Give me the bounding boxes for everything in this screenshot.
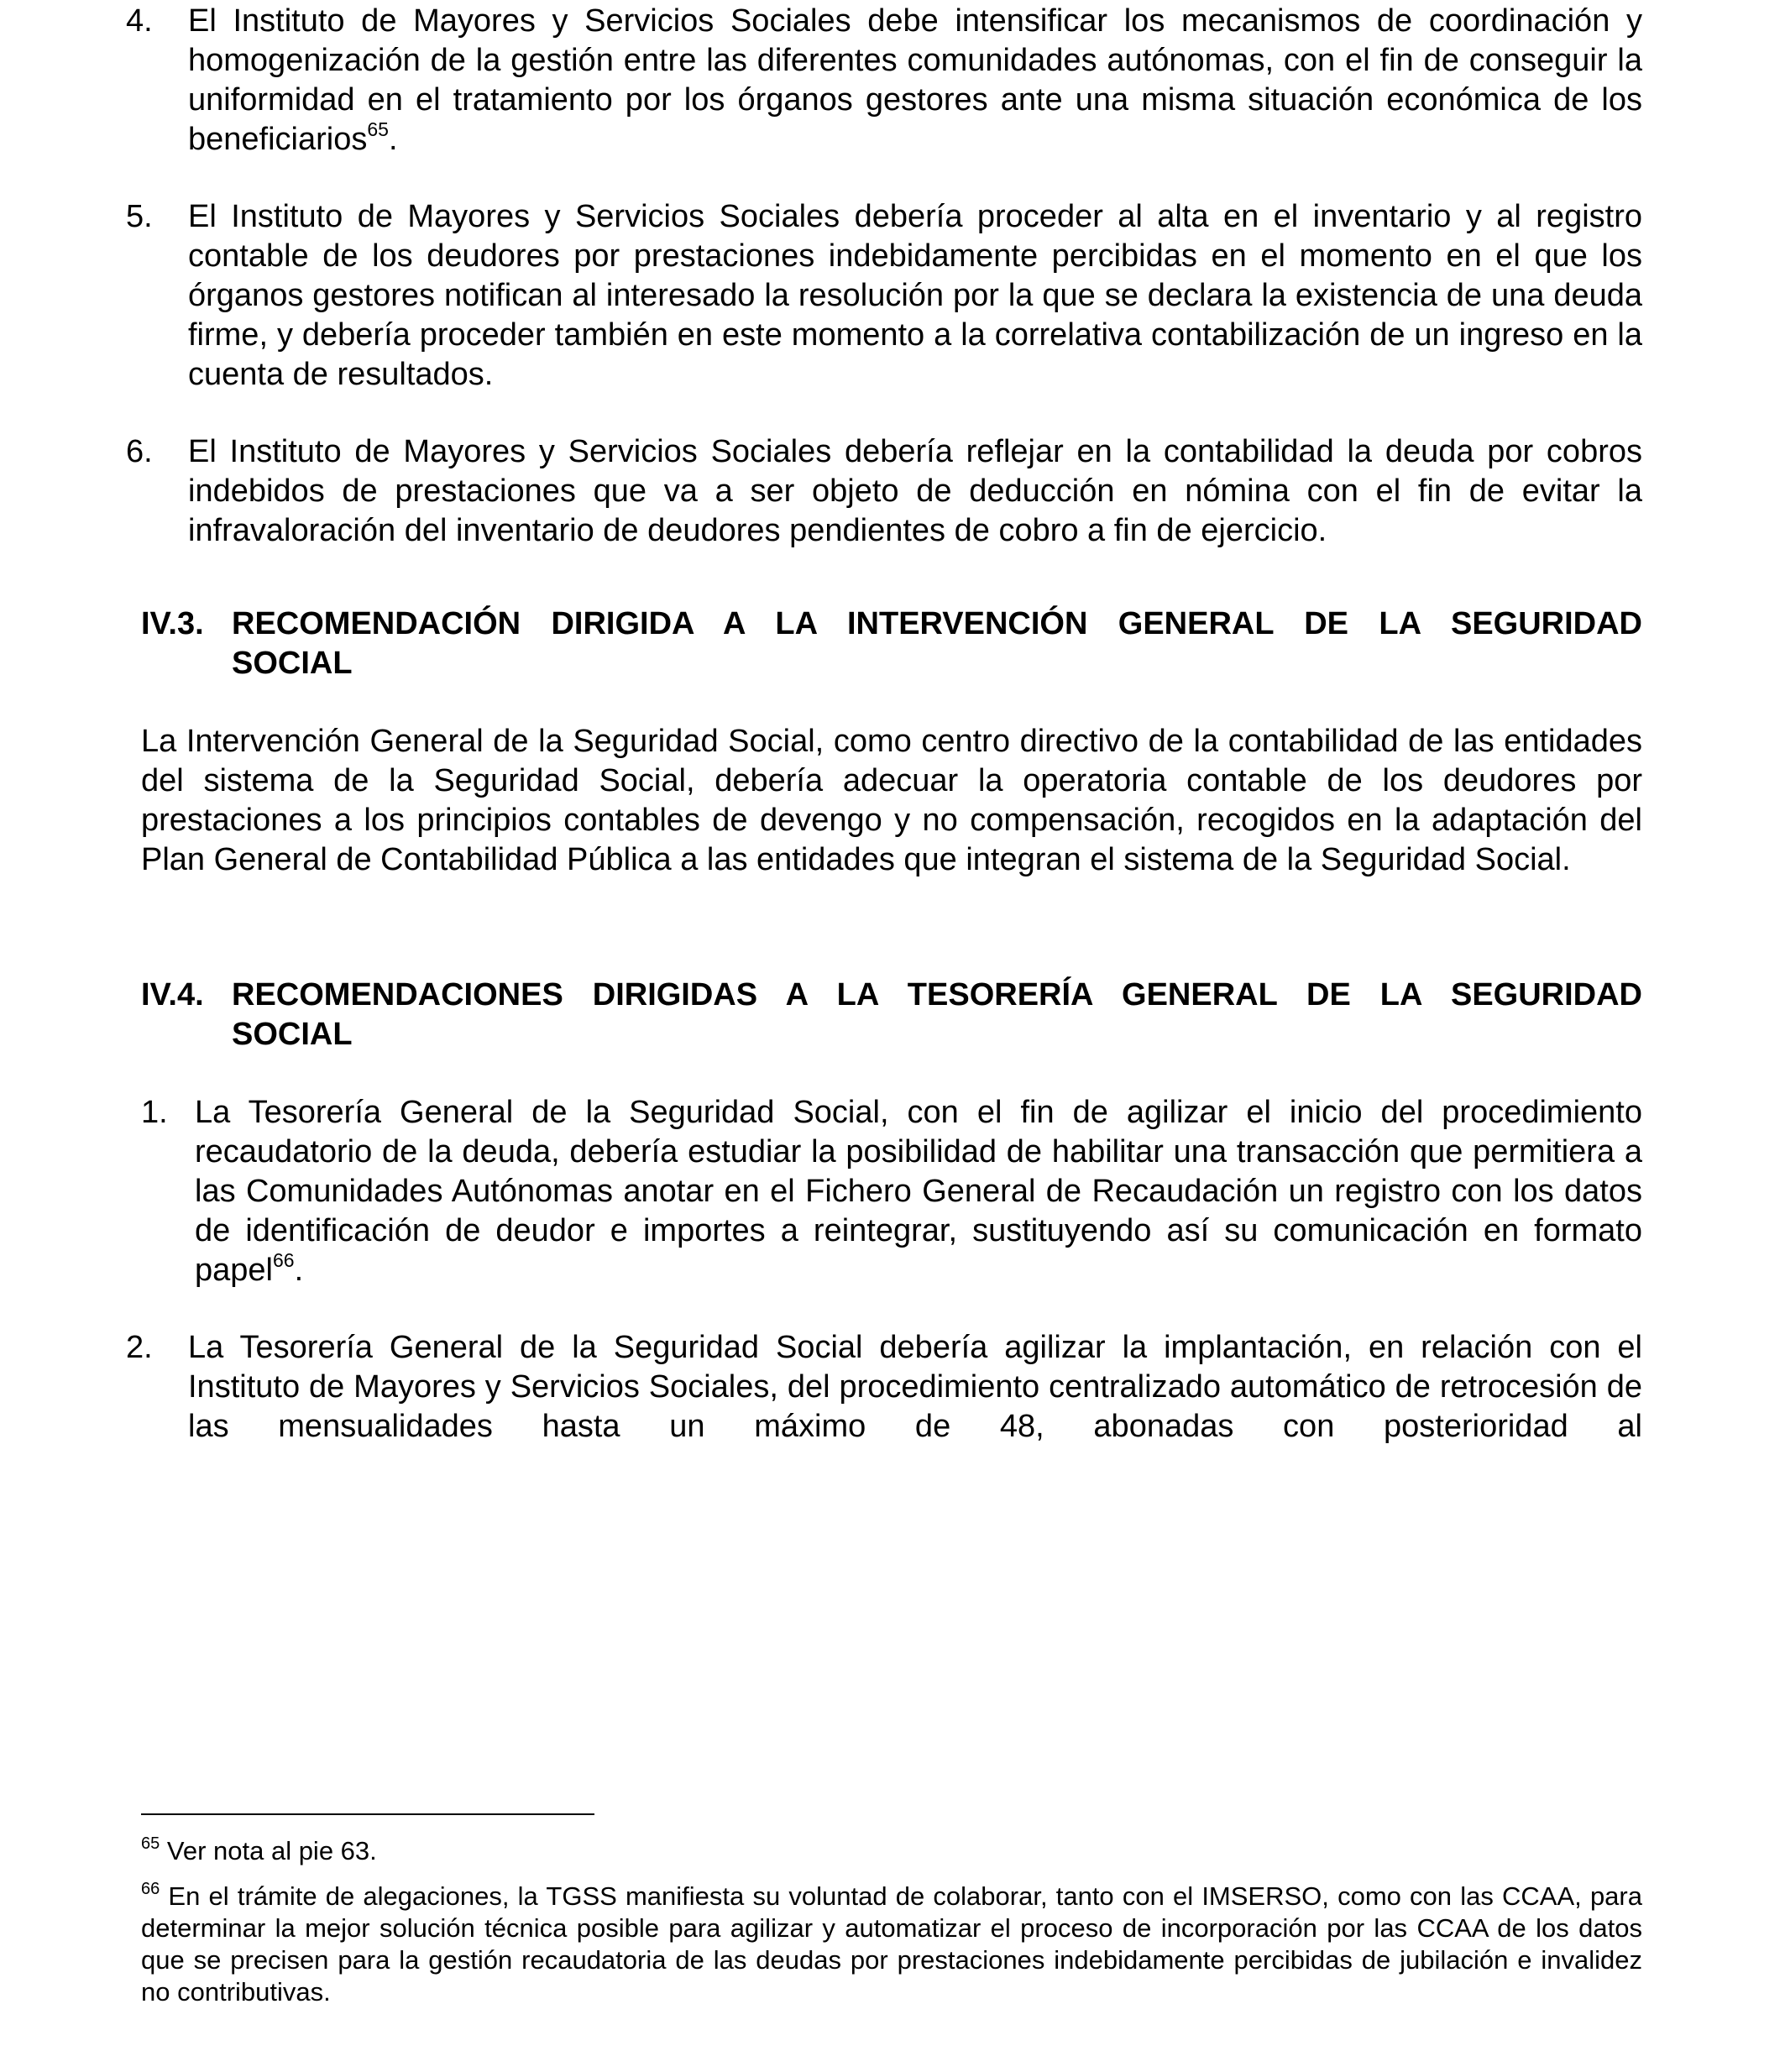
item-text: La Tesorería General de la Seguridad Social, con el fin de agilizar el inicio del procedimiento recaudatorio de la deuda, debería estudiar la posibilidad de habilitar una transacción que permitiera a las Comunidades Autónomas anotar en el Fichero General de Recaudación un registro con los datos de identificación de deudor e importes a reintegrar, sustituyendo así su comunicación en formato papel$^{66}$. [195, 1095, 1642, 1288]
footnote-65: $^{65}$ Ver nota al pie 63. [141, 1834, 377, 1865]
item-text: La Tesorería General de la Seguridad Social debería agilizar la implantación, en relación con el Instituto de Mayores y Servicios Sociales, del procedimiento centralizado automático de retrocesión de las mensualidades hasta un máximo de 48, abonadas con posterioridad al [188, 1330, 1642, 1444]
item-number: 1. [141, 1095, 168, 1130]
section-title: RECOMENDACIÓN DIRIGIDA A LA INTERVENCIÓN GENERAL DE LA SEGURIDAD SOCIAL [232, 606, 1642, 681]
footnote-66: $^{66}$ En el trámite de alegaciones, la TGSS manifiesta su voluntad de colaborar, tanto con el IMSERSO, como con las CCAA, para determinar la mejor solución técnica posible para agilizar y automatizar el proceso de incorporación por las CCAA de los datos que se precisen para la gestión recaudatoria de las deudas por prestaciones indebidamente percibidas de jubilación e invalidez no contributivas. [141, 1879, 1642, 2007]
footnote-ref-65: 65 [367, 118, 389, 141]
footnote-ref-66: 66 [272, 1249, 295, 1272]
section-number: IV.3. [141, 606, 204, 641]
section-number: IV.4. [141, 977, 204, 1012]
item-number: 4. [126, 3, 153, 39]
item-text: El Instituto de Mayores y Servicios Sociales debe intensificar los mecanismos de coordinación y homogenización de la gestión entre las diferentes comunidades autónomas, con el fin de conseguir la uniformidad en el tratamiento por los órganos gestores ante una misma situación económica de los beneficiarios$^{65}$. [188, 3, 1642, 157]
section-heading-iv4 [141, 976, 1642, 1054]
section-title: RECOMENDACIONES DIRIGIDAS A LA TESORERÍA GENERAL DE LA SEGURIDAD SOCIAL [232, 977, 1642, 1052]
section-iv3-paragraph: La Intervención General de la Seguridad Social, como centro directivo de la contabilidad de las entidades del sistema de la Seguridad Social, debería adecuar la operatoria contable de los deudores por prestaciones a los principios contables de devengo y no compensación, recogidos en la adaptación del Plan General de Contabilidad Pública a las entidades que integran el sistema de la Seguridad Social. [141, 724, 1642, 877]
section-heading-iv3 [141, 604, 1642, 683]
item-number: 6. [126, 434, 153, 469]
item-number: 5. [126, 199, 153, 234]
item-text: El Instituto de Mayores y Servicios Sociales debería proceder al alta en el inventario y al registro contable de los deudores por prestaciones indebidamente percibidas en el momento en el que los órganos gestores notifican al interesado la resolución por la que se declara la existencia de una deuda firme, y debería proceder también en este momento a la correlativa contabilización de un ingreso en la cuenta de resultados. [188, 199, 1642, 392]
item-text: El Instituto de Mayores y Servicios Sociales debería reflejar en la contabilidad la deuda por cobros indebidos de prestaciones que va a ser objeto de deducción en nómina con el fin de evitar la infravaloración del inventario de deudores pendientes de cobro a fin de ejercicio. [188, 434, 1642, 548]
footnote-separator [141, 1813, 594, 1815]
item-number: 2. [126, 1330, 153, 1365]
